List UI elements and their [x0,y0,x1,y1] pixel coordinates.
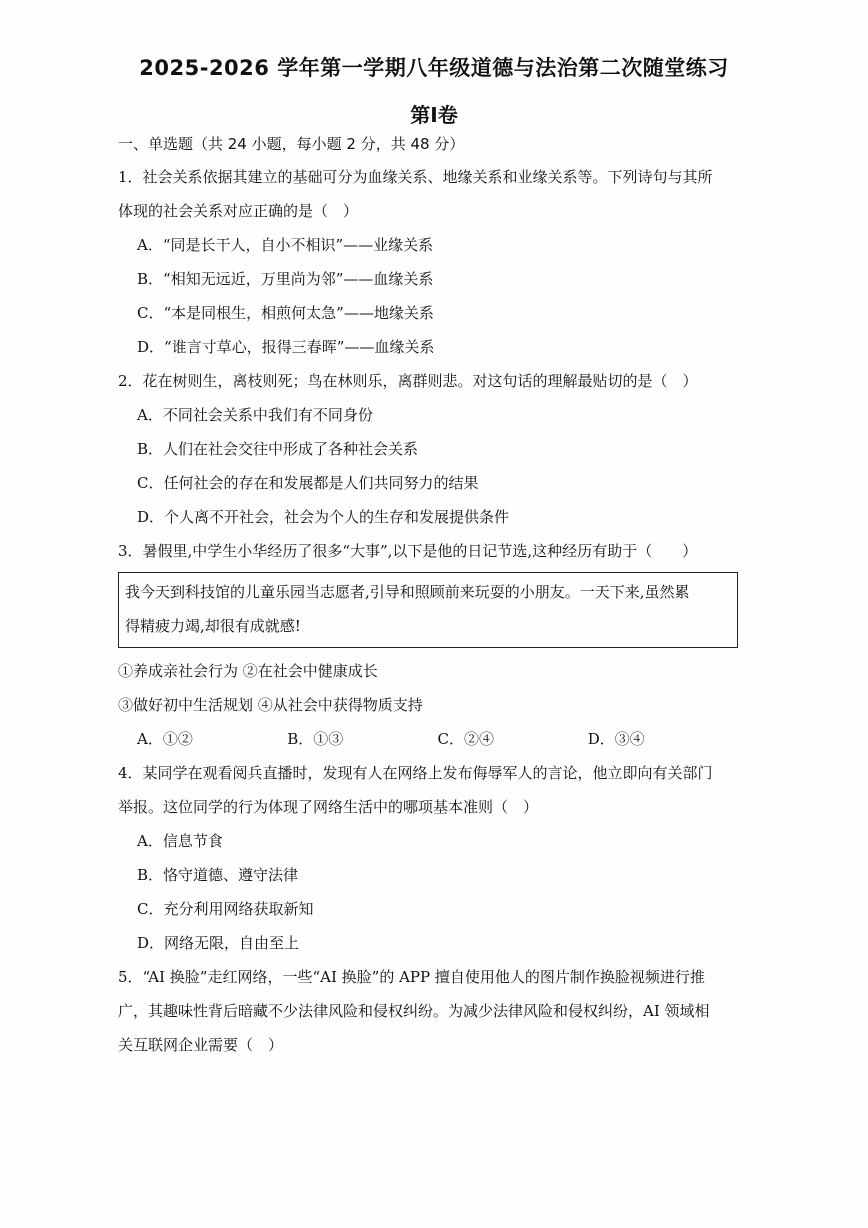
option-d: D．网络无限，自由至上 [137,934,300,952]
statement-items: ①养成亲社会行为 ②在社会中健康成长 [118,662,378,680]
option-b: B．①③ [287,730,344,748]
question-1 [118,160,738,364]
question-stem: 2．花在树则生，离枝则死；鸟在林则乐，离群则悲。对这句话的理解最贴切的是（ ） [118,372,698,390]
question-stem: 广，其趣味性背后暗藏不少法律风险和侵权纠纷。为减少法律风险和侵权纠纷，AI 领域相 [118,1002,710,1020]
option-c: C．任何社会的存在和发展都是人们共同努力的结果 [137,474,479,492]
diary-excerpt-box [118,572,738,648]
option-c: C．“本是同根生，相煎何太急”——地缘关系 [137,304,434,322]
question-2 [118,364,738,534]
section-heading: 一、单选题（共 24 小题，每小题 2 分，共 48 分） [118,135,465,153]
choice-row [118,722,738,756]
diary-line: 我今天到科技馆的儿童乐园当志愿者,引导和照顾前来玩耍的小朋友。一天下来,虽然累 [125,583,690,601]
question-stem: 举报。这位同学的行为体现了网络生活中的哪项基本准则（ ） [118,798,539,816]
option-b: B．人们在社会交往中形成了各种社会关系 [137,440,419,458]
question-stem: 3．暑假里,中学生小华经历了很多“大事”,以下是他的日记节选,这种经历有助于（ ） [118,542,698,560]
question-3 [118,534,738,756]
question-stem: 关互联网企业需要（ ） [118,1036,284,1054]
option-b: B．恪守道德、遵守法律 [137,866,299,884]
option-d: D．③④ [587,730,645,748]
question-5 [118,960,738,1062]
option-a: A．①② [137,730,193,748]
question-4 [118,756,738,960]
option-a: A．不同社会关系中我们有不同身份 [137,406,373,424]
option-d: D．个人离不开社会，社会为个人的生存和发展提供条件 [137,508,510,526]
part-title: 第Ⅰ卷 [410,103,458,127]
option-c: C．②④ [437,730,494,748]
question-stem: 5．“AI 换脸”走红网络，一些“AI 换脸”的 APP 擅自使用他人的图片制作换脸视频进行推 [118,968,705,986]
exam-title: 2025-2026 学年第一学期八年级道德与法治第二次随堂练习 [139,56,729,80]
question-list [118,128,738,1062]
statement-items: ③做好初中生活规划 ④从社会中获得物质支持 [118,696,423,714]
option-a: A．“同是长干人，自小不相识”——业缘关系 [137,236,434,254]
option-a: A．信息节食 [137,832,223,850]
question-stem: 体现的社会关系对应正确的是（ ） [118,202,359,220]
option-d: D．“谁言寸草心，报得三春晖”——血缘关系 [137,338,435,356]
diary-line: 得精疲力竭,却很有成就感! [125,617,301,635]
question-stem: 4．某同学在观看阅兵直播时，发现有人在网络上发布侮辱军人的言论，他立即向有关部门 [118,764,713,782]
question-stem: 1．社会关系依据其建立的基础可分为血缘关系、地缘关系和业缘关系等。下列诗句与其所 [118,168,713,186]
option-b: B．“相知无远近，万里尚为邻”——血缘关系 [137,270,434,288]
option-c: C．充分利用网络获取新知 [137,900,314,918]
